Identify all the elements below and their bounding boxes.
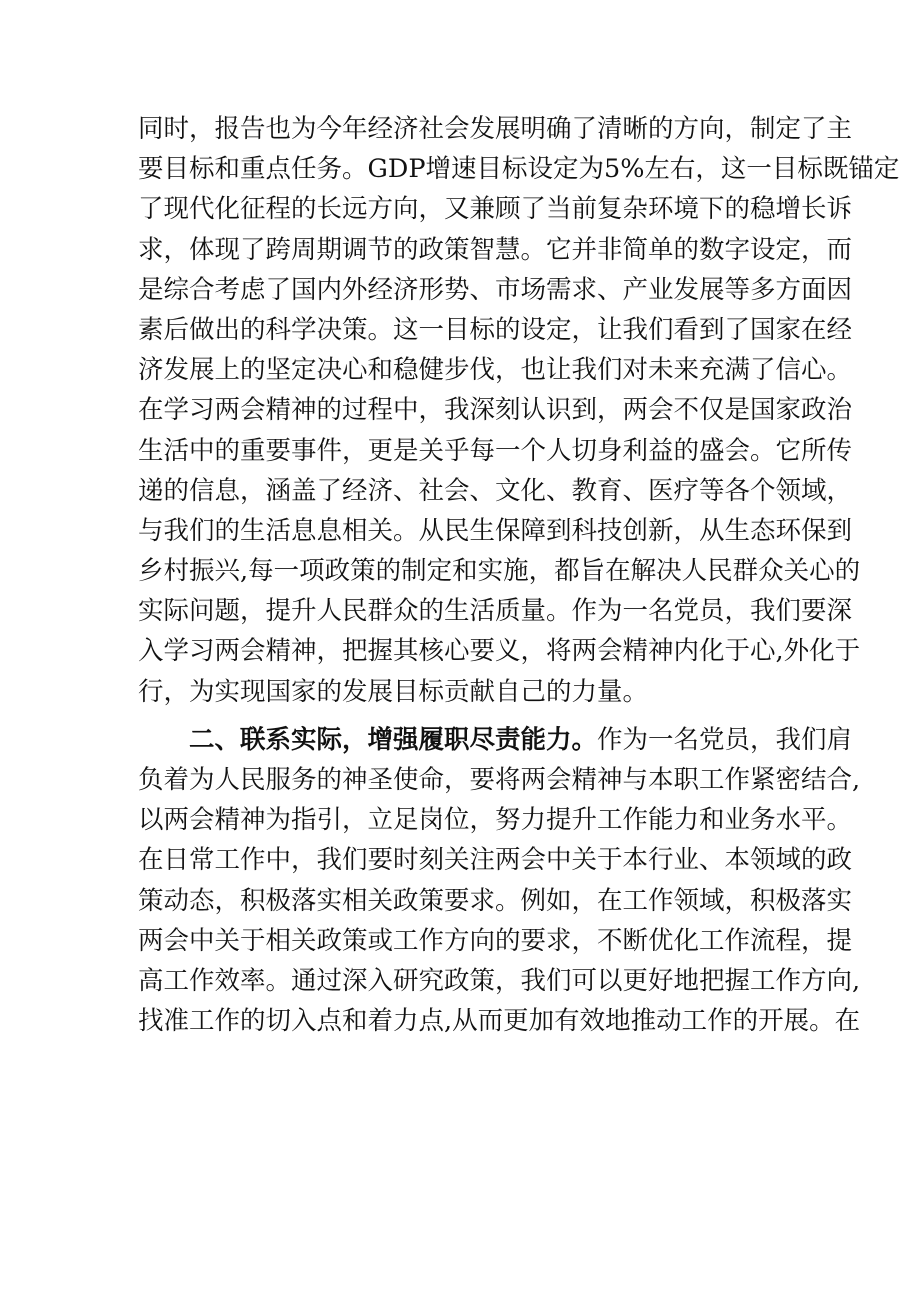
text-line: 要目标和重点任务。GDP增速目标设定为5%左右，这一目标既锚定	[138, 154, 900, 185]
text-line: 乡村振兴,每一项政策的制定和实施，都旨在解决人民群众关心的	[138, 556, 861, 587]
text-line: 是综合考虑了国内外经济形势、市场需求、产业发展等多方面因	[138, 274, 853, 305]
text-line: 实际问题，提升人民群众的生活质量。作为一名党员，我们要深	[138, 596, 853, 627]
paragraph-2	[138, 720, 861, 1042]
text-line: 负着为人民服务的神圣使命，要将两会精神与本职工作紧密结合,	[138, 765, 861, 795]
heading-continuation: 作为一名党员，我们肩	[597, 724, 853, 755]
text-line: 高工作效率。通过深入研究政策，我们可以更好地把握工作方向,	[138, 965, 861, 996]
text-line: 在学习两会精神的过程中，我深刻认识到，两会不仅是国家政治	[138, 395, 853, 426]
text-line: 以两会精神为指引，立足岗位，努力提升工作能力和业务水平。	[138, 805, 853, 836]
document-body	[138, 109, 900, 1041]
paragraph-1	[138, 109, 900, 712]
text-line: 与我们的生活息息相关。从民生保障到科技创新，从生态环保到	[138, 515, 853, 546]
paragraph-gap	[138, 712, 794, 720]
section-heading: 二、联系实际，增强履职尽责能力。	[189, 724, 598, 755]
text-line: 同时，报告也为今年经济社会发展明确了清晰的方向，制定了主	[138, 114, 853, 144]
text-line: 求，体现了跨周期调节的政策智慧。它并非简单的数字设定，而	[138, 234, 853, 265]
text-line: 入学习两会精神，把握其核心要义，将两会精神内化于心,外化于	[138, 636, 861, 667]
text-line: 递的信息，涵盖了经济、社会、文化、教育、医疗等各个领域，	[138, 475, 853, 506]
text-line: 找准工作的切入点和着力点,从而更加有效地推动工作的开展。在	[138, 1006, 861, 1037]
text-line: 了现代化征程的长远方向，又兼顾了当前复杂环境下的稳增长诉	[138, 194, 853, 225]
text-line: 在日常工作中，我们要时刻关注两会中关于本行业、本领域的政	[138, 845, 853, 876]
text-line: 济发展上的坚定决心和稳健步伐，也让我们对未来充满了信心。	[138, 355, 853, 386]
text-line: 策动态，积极落实相关政策要求。例如，在工作领域，积极落实	[138, 885, 853, 916]
text-line	[138, 720, 853, 760]
text-line: 行，为实现国家的发展目标贡献自己的力量。	[138, 676, 649, 707]
text-line: 两会中关于相关政策或工作方向的要求，不断优化工作流程，提	[138, 925, 853, 956]
text-line: 素后做出的科学决策。这一目标的设定，让我们看到了国家在经	[138, 314, 853, 345]
text-line: 生活中的重要事件，更是关乎每一个人切身利益的盛会。它所传	[138, 435, 853, 466]
